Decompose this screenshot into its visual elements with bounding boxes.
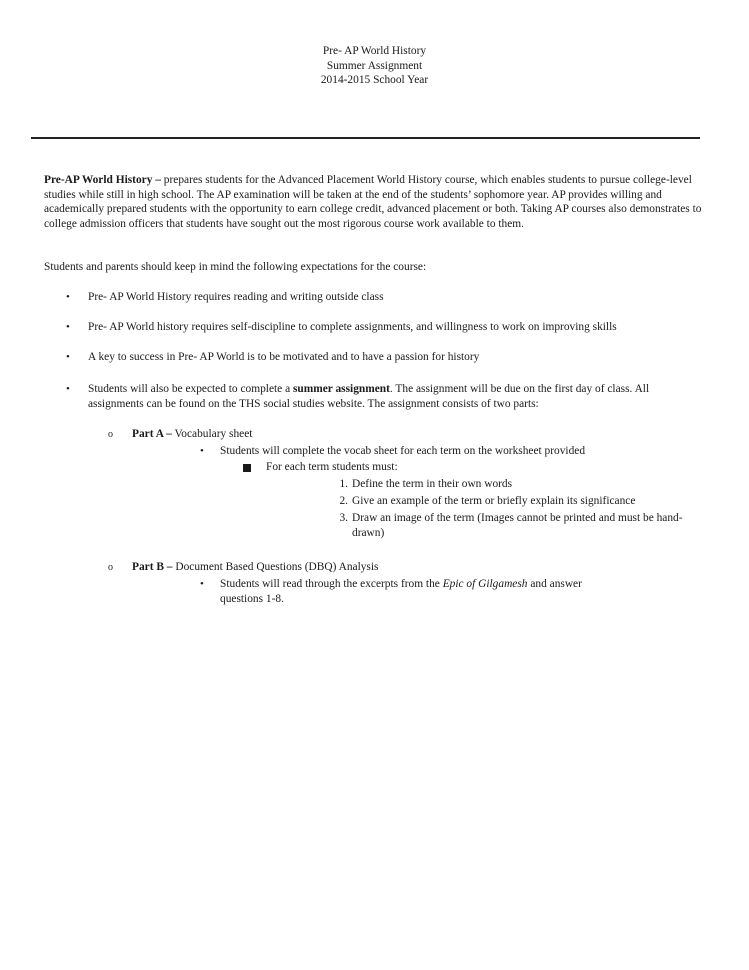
step-number: 2.	[339, 495, 348, 507]
part-a-bullet: •	[200, 445, 204, 457]
part-b-marker: o	[108, 562, 113, 573]
bullet-item-summer-assignment	[88, 382, 688, 411]
bullet-item-reading: Pre- AP World History requires reading and writing outside class	[88, 291, 384, 303]
part-a-title: Part A –	[132, 428, 172, 440]
step-text: Define the term in their own words	[352, 478, 513, 490]
step-number: 3.	[339, 512, 348, 524]
bullet-dot: •	[66, 291, 70, 303]
bullet-dot: •	[66, 351, 70, 363]
intro-body: prepares students for the Advanced Placement World History course, which enables students to pursue college-level studies while still in high school. The AP examination will be taken at the end of the students’ sophomore year. AP provides willing and academically prepared students with the opportunity to earn college credit, advanced placement or both. Taking AP courses also demonstrates to college admission officers that students have sought out the most rigorous course work available to them.	[44, 174, 702, 230]
horizontal-rule	[31, 137, 700, 139]
part-b-heading	[132, 560, 692, 575]
bullet-dot: •	[66, 321, 70, 333]
bullet4-after: . The assignment will be due on the first day of class. All assignments can be found on the THS social studies website. The assignment consists of two parts:	[88, 383, 650, 410]
part-a-marker: o	[108, 429, 113, 440]
header-course: Pre- AP World History	[322, 45, 427, 57]
part-b-sub-item	[220, 577, 600, 606]
expectations-lead: Students and parents should keep in mind the following expectations for the course:	[44, 261, 427, 273]
part-b-bullet: •	[200, 578, 204, 590]
part-a-sub-sub-item: For each term students must:	[266, 461, 398, 473]
step-text: Draw an image of the term (Images cannot be printed and must be hand-drawn)	[352, 512, 683, 539]
part-a-heading	[132, 427, 692, 442]
intro-paragraph	[44, 173, 702, 231]
part-b-title: Part B –	[132, 561, 173, 573]
step-text: Give an example of the term or briefly explain its significance	[352, 495, 636, 507]
bullet4-before: Students will also be expected to complete a	[88, 383, 293, 395]
header-assignment: Summer Assignment	[326, 59, 423, 72]
bullet4-bold: summer assignment	[292, 383, 390, 395]
step-number: 1.	[339, 478, 348, 490]
part-b-label: Document Based Questions (DBQ) Analysis	[172, 561, 379, 573]
part-a-label: Vocabulary sheet	[171, 428, 253, 440]
bullet-item-self-discipline: Pre- AP World history requires self-discipline to complete assignments, and willingness to work on improving skills	[88, 321, 617, 333]
bullet-dot: •	[66, 383, 70, 395]
square-bullet-icon	[243, 464, 251, 472]
part-b-sub-italic: Epic of Gilgamesh	[442, 578, 528, 590]
part-b-sub-before: Students will read through the excerpts from the	[220, 578, 443, 590]
bullet-item-key-to-success: A key to success in Pre- AP World is to be motivated and to have a passion for history	[88, 351, 480, 363]
intro-title: Pre-AP World History –	[44, 174, 161, 186]
header-school-year: 2014-2015 School Year	[320, 74, 429, 86]
part-b-sub-after: and answer questions 1-8.	[220, 578, 582, 605]
document-header	[0, 44, 749, 88]
part-a-sub-item: Students will complete the vocab sheet for each term on the worksheet provided	[220, 445, 586, 457]
